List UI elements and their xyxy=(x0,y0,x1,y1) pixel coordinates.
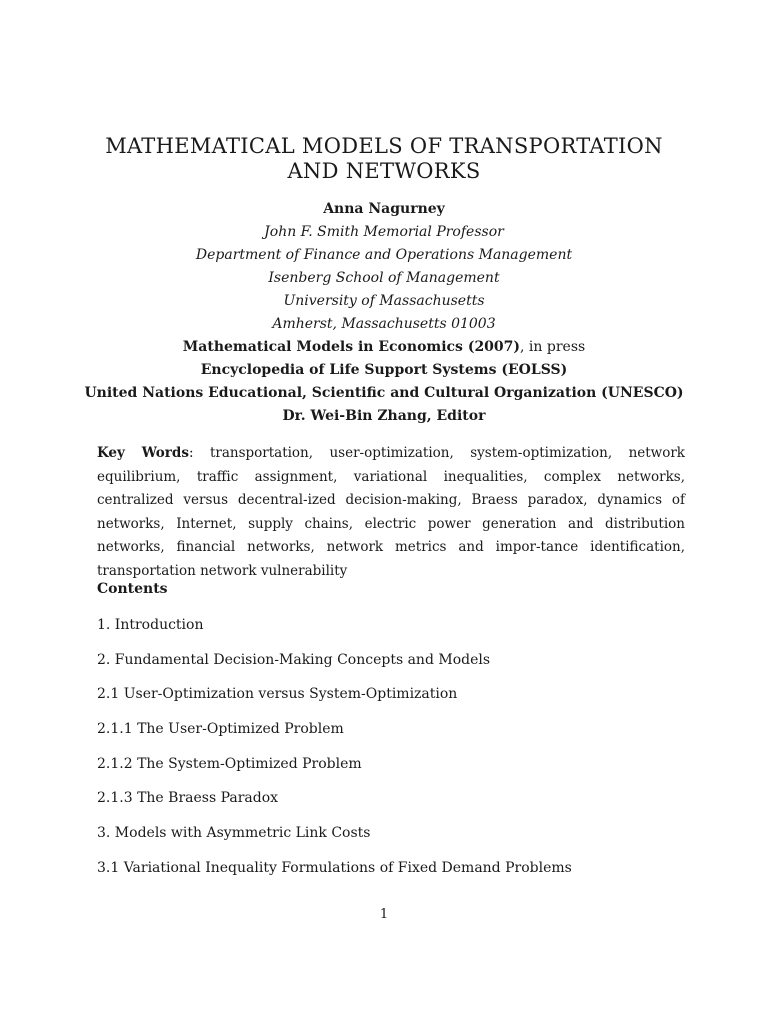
toc-item: 3.1 Variational Inequality Formulations of Fixed Demand Problems xyxy=(97,859,572,876)
toc-item: 2.1.2 The System-Optimized Problem xyxy=(97,755,362,772)
toc-item: 2.1 User-Optimization versus System-Optimization xyxy=(97,686,458,703)
author-university: University of Massachusetts xyxy=(283,293,485,309)
toc-item: 1. Introduction xyxy=(97,617,204,633)
paper-title xyxy=(0,134,768,184)
author-name: Anna Nagurney xyxy=(323,201,445,217)
author-position: John F. Smith Memorial Professor xyxy=(264,224,504,240)
publication-book xyxy=(0,336,768,359)
keywords-paragraph xyxy=(97,442,685,583)
author-block xyxy=(0,198,768,428)
contents-heading: Contents xyxy=(97,581,168,597)
table-of-contents xyxy=(97,614,697,892)
keywords-label: Key Words xyxy=(97,445,189,461)
toc-item: 3. Models with Asymmetric Link Costs xyxy=(97,825,371,842)
author-location: Amherst, Massachusetts 01003 xyxy=(272,316,496,332)
toc-item: 2. Fundamental Decision-Making Concepts and Models xyxy=(97,651,491,668)
toc-item: 2.1.3 The Braess Paradox xyxy=(97,790,279,807)
book-title: Mathematical Models in Economics (2007) xyxy=(182,339,521,355)
toc-item: 2.1.1 The User-Optimized Problem xyxy=(97,721,344,738)
publication-editor: Dr. Wei-Bin Zhang, Editor xyxy=(282,408,486,424)
page-number: 1 xyxy=(379,907,389,922)
author-school: Isenberg School of Management xyxy=(268,270,500,286)
publication-organization: United Nations Educational, Scientific and Cultural Organization (UNESCO) xyxy=(84,385,684,401)
title-line-2: AND NETWORKS xyxy=(287,159,481,183)
publication-encyclopedia: Encyclopedia of Life Support Systems (EOLSS) xyxy=(200,362,568,378)
keywords-text: : transportation, user-optimization, system-optimization, network equilibrium, traffic assignment, variational inequalities, complex networks, centralized versus decentral-ized decision-making, Braess paradox, dynamics of networks, Internet, supply chains, electric power generation and distribution networks, financial networks, network metrics and impor-tance identification, transportation network vulnerability xyxy=(97,445,685,579)
title-line-1: MATHEMATICAL MODELS OF TRANSPORTATION xyxy=(105,134,663,158)
author-department: Department of Finance and Operations Management xyxy=(195,247,573,263)
publication-status: , in press xyxy=(520,339,586,355)
